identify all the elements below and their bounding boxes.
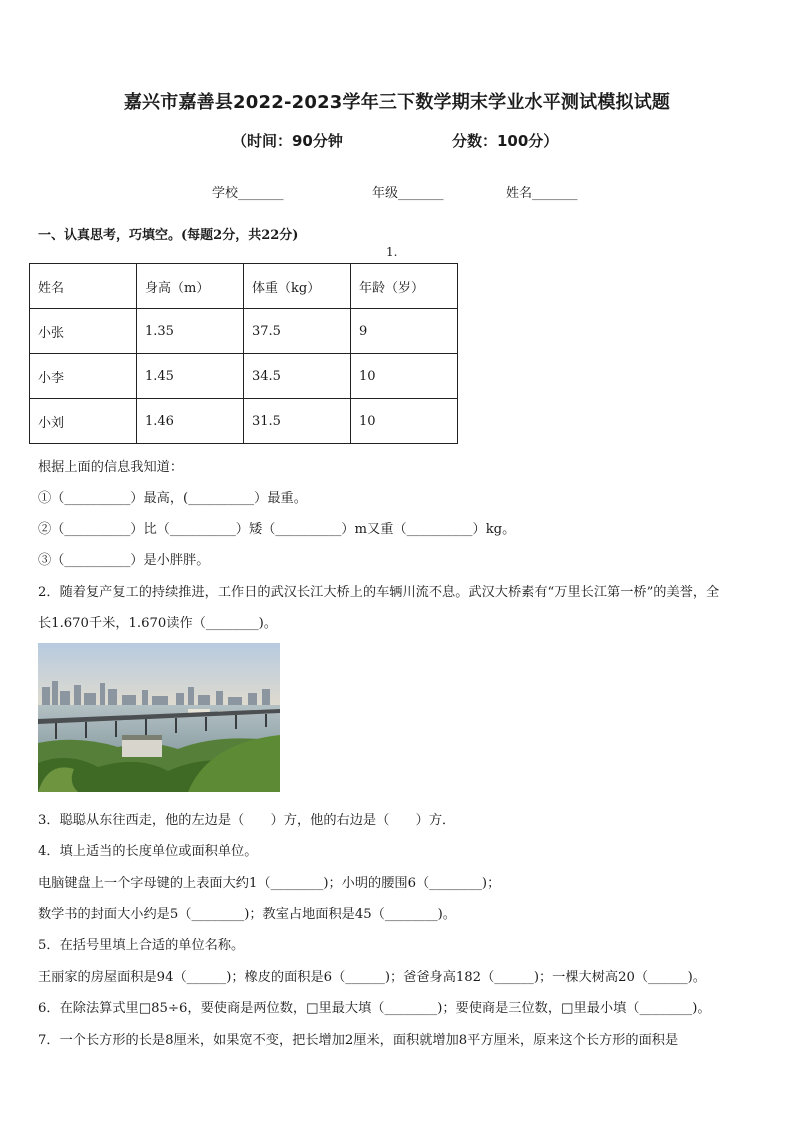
- q5-line-1: 王丽家的房屋面积是94（______)；橡皮的面积是6（______)；爸爸身高182（______)；一棵大树高20（______)。: [38, 970, 706, 985]
- grade-field: 年级_______: [372, 186, 444, 201]
- table-header: 年龄（岁）: [351, 264, 458, 309]
- table-header: 姓名: [30, 264, 137, 309]
- info-table: [29, 263, 458, 444]
- table-cell: 10: [351, 399, 458, 444]
- school-field: 学校_______: [212, 186, 284, 201]
- table-cell: 34.5: [244, 354, 351, 399]
- q7-text: 7．一个长方形的长是8厘米，如果宽不变，把长增加2厘米，面积就增加8平方厘米，原来这个长方形的面积是: [38, 1033, 679, 1048]
- q4-line-2: 数学书的封面大小约是5（________)；教室占地面积是45（________)。: [38, 907, 456, 922]
- question-number: 1.: [386, 245, 398, 259]
- table-cell: 小李: [30, 354, 137, 399]
- table-header: 体重（kg）: [244, 264, 351, 309]
- table-cell: 31.5: [244, 399, 351, 444]
- table-cell: 小张: [30, 309, 137, 354]
- table-cell: 1.46: [137, 399, 244, 444]
- exam-score: 分数：100分）: [452, 132, 559, 150]
- q1-item-1: ①（__________）最高，(__________）最重。: [38, 491, 307, 506]
- table-cell: 1.35: [137, 309, 244, 354]
- table-cell: 10: [351, 354, 458, 399]
- q5-text: 5．在括号里填上合适的单位名称。: [38, 938, 245, 953]
- exam-time: （时间：90分钟: [232, 132, 343, 150]
- q1-item-3: ③（__________）是小胖胖。: [38, 553, 210, 568]
- q2-line-2: 长1.670千米，1.670读作（________)。: [38, 616, 277, 631]
- table-row: [30, 309, 458, 354]
- table-header: 身高（m）: [137, 264, 244, 309]
- table-cell: 小刘: [30, 399, 137, 444]
- q4-line-1: 电脑键盘上一个字母键的上表面大约1（________)；小明的腰围6（________)；: [38, 876, 501, 891]
- name-field: 姓名_______: [506, 186, 578, 201]
- table-header-row: [30, 264, 458, 309]
- q3-text: 3．聪聪从东往西走，他的左边是（ ）方，他的右边是（ ）方．: [38, 813, 456, 828]
- table-row: [30, 399, 458, 444]
- q2-line-1: 2．随着复产复工的持续推进，工作日的武汉长江大桥上的车辆川流不息。武汉大桥素有“万里长江第一桥”的美誉，全: [38, 585, 720, 600]
- table-cell: 1.45: [137, 354, 244, 399]
- page-title: 嘉兴市嘉善县2022-2023学年三下数学期末学业水平测试模拟试题: [123, 92, 671, 113]
- table-row: [30, 354, 458, 399]
- q1-intro: 根据上面的信息我知道：: [38, 460, 184, 475]
- q1-item-2: ②（__________）比（__________）矮（__________）m又重（__________）kg。: [38, 522, 516, 537]
- bridge-photo: [38, 643, 280, 792]
- table-cell: 9: [351, 309, 458, 354]
- q6-text: 6．在除法算式里□85÷6，要使商是两位数，□里最大填（________)；要使商是三位数，□里最小填（________)。: [38, 1001, 711, 1016]
- table-cell: 37.5: [244, 309, 351, 354]
- section-title: 一、认真思考，巧填空。(每题2分，共22分): [38, 228, 299, 243]
- q4-text: 4．填上适当的长度单位或面积单位。: [38, 844, 258, 859]
